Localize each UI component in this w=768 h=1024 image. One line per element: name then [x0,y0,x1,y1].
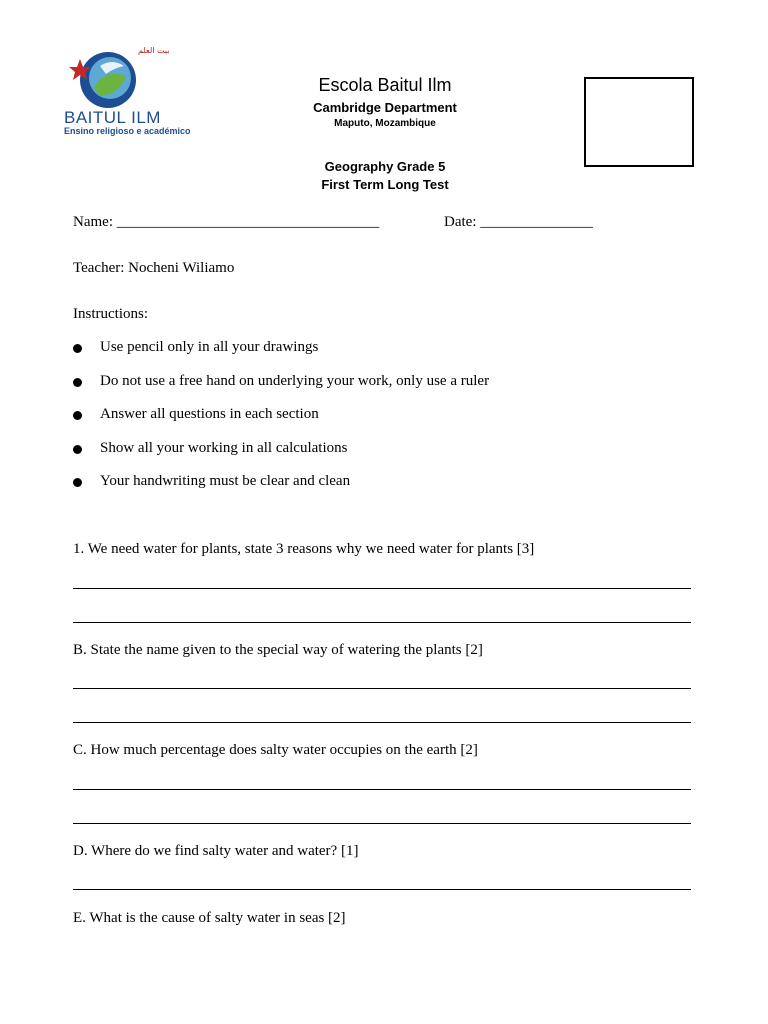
instruction-text: Use pencil only in all your drawings [100,339,319,355]
instructions-heading: Instructions: [73,306,148,322]
question-d: D. Where do we find salty water and water? [1] [73,843,359,859]
bullet-icon [73,411,82,420]
bullet-icon [73,344,82,353]
bullet-icon [73,478,82,487]
test-title: First Term Long Test [321,177,449,192]
answer-line [73,889,691,890]
school-title: Escola Baitul Ilm [318,75,452,95]
question-1: 1. We need water for plants, state 3 reasons why we need water for plants [3] [73,541,535,557]
answer-line [73,588,691,589]
instruction-text: Answer all questions in each section [100,406,319,422]
bullet-icon [73,378,82,387]
instruction-text: Do not use a free hand on underlying your work, only use a ruler [100,373,490,389]
bullet-icon [73,445,82,454]
instruction-text: Your handwriting must be clear and clean [100,473,351,489]
answer-line [73,789,691,790]
name-field: Name: ___________________________________ [73,214,380,230]
answer-line [73,722,691,723]
answer-line [73,622,691,623]
location: Maputo, Mozambique [334,118,436,129]
photo-box [584,77,694,167]
instruction-text: Show all your working in all calculations [100,440,348,456]
globe-logo-icon [60,44,150,110]
answer-line [73,823,691,824]
teacher-field: Teacher: Nocheni Wiliamo [73,260,235,276]
subject-title: Geography Grade 5 [324,159,446,174]
logo-tagline: Ensino religioso e académico [64,126,191,136]
school-logo [60,44,210,140]
logo-arabic-text: بيت العلم [138,46,170,55]
question-b: B. State the name given to the special way of watering the plants [2] [73,642,483,658]
date-field: Date: _______________ [444,214,593,230]
question-e: E. What is the cause of salty water in seas [2] [73,910,346,926]
question-c: C. How much percentage does salty water occupies on the earth [2] [73,742,478,758]
logo-name: BAITUL ILM [64,108,161,127]
department: Cambridge Department [313,100,457,115]
answer-line [73,688,691,689]
